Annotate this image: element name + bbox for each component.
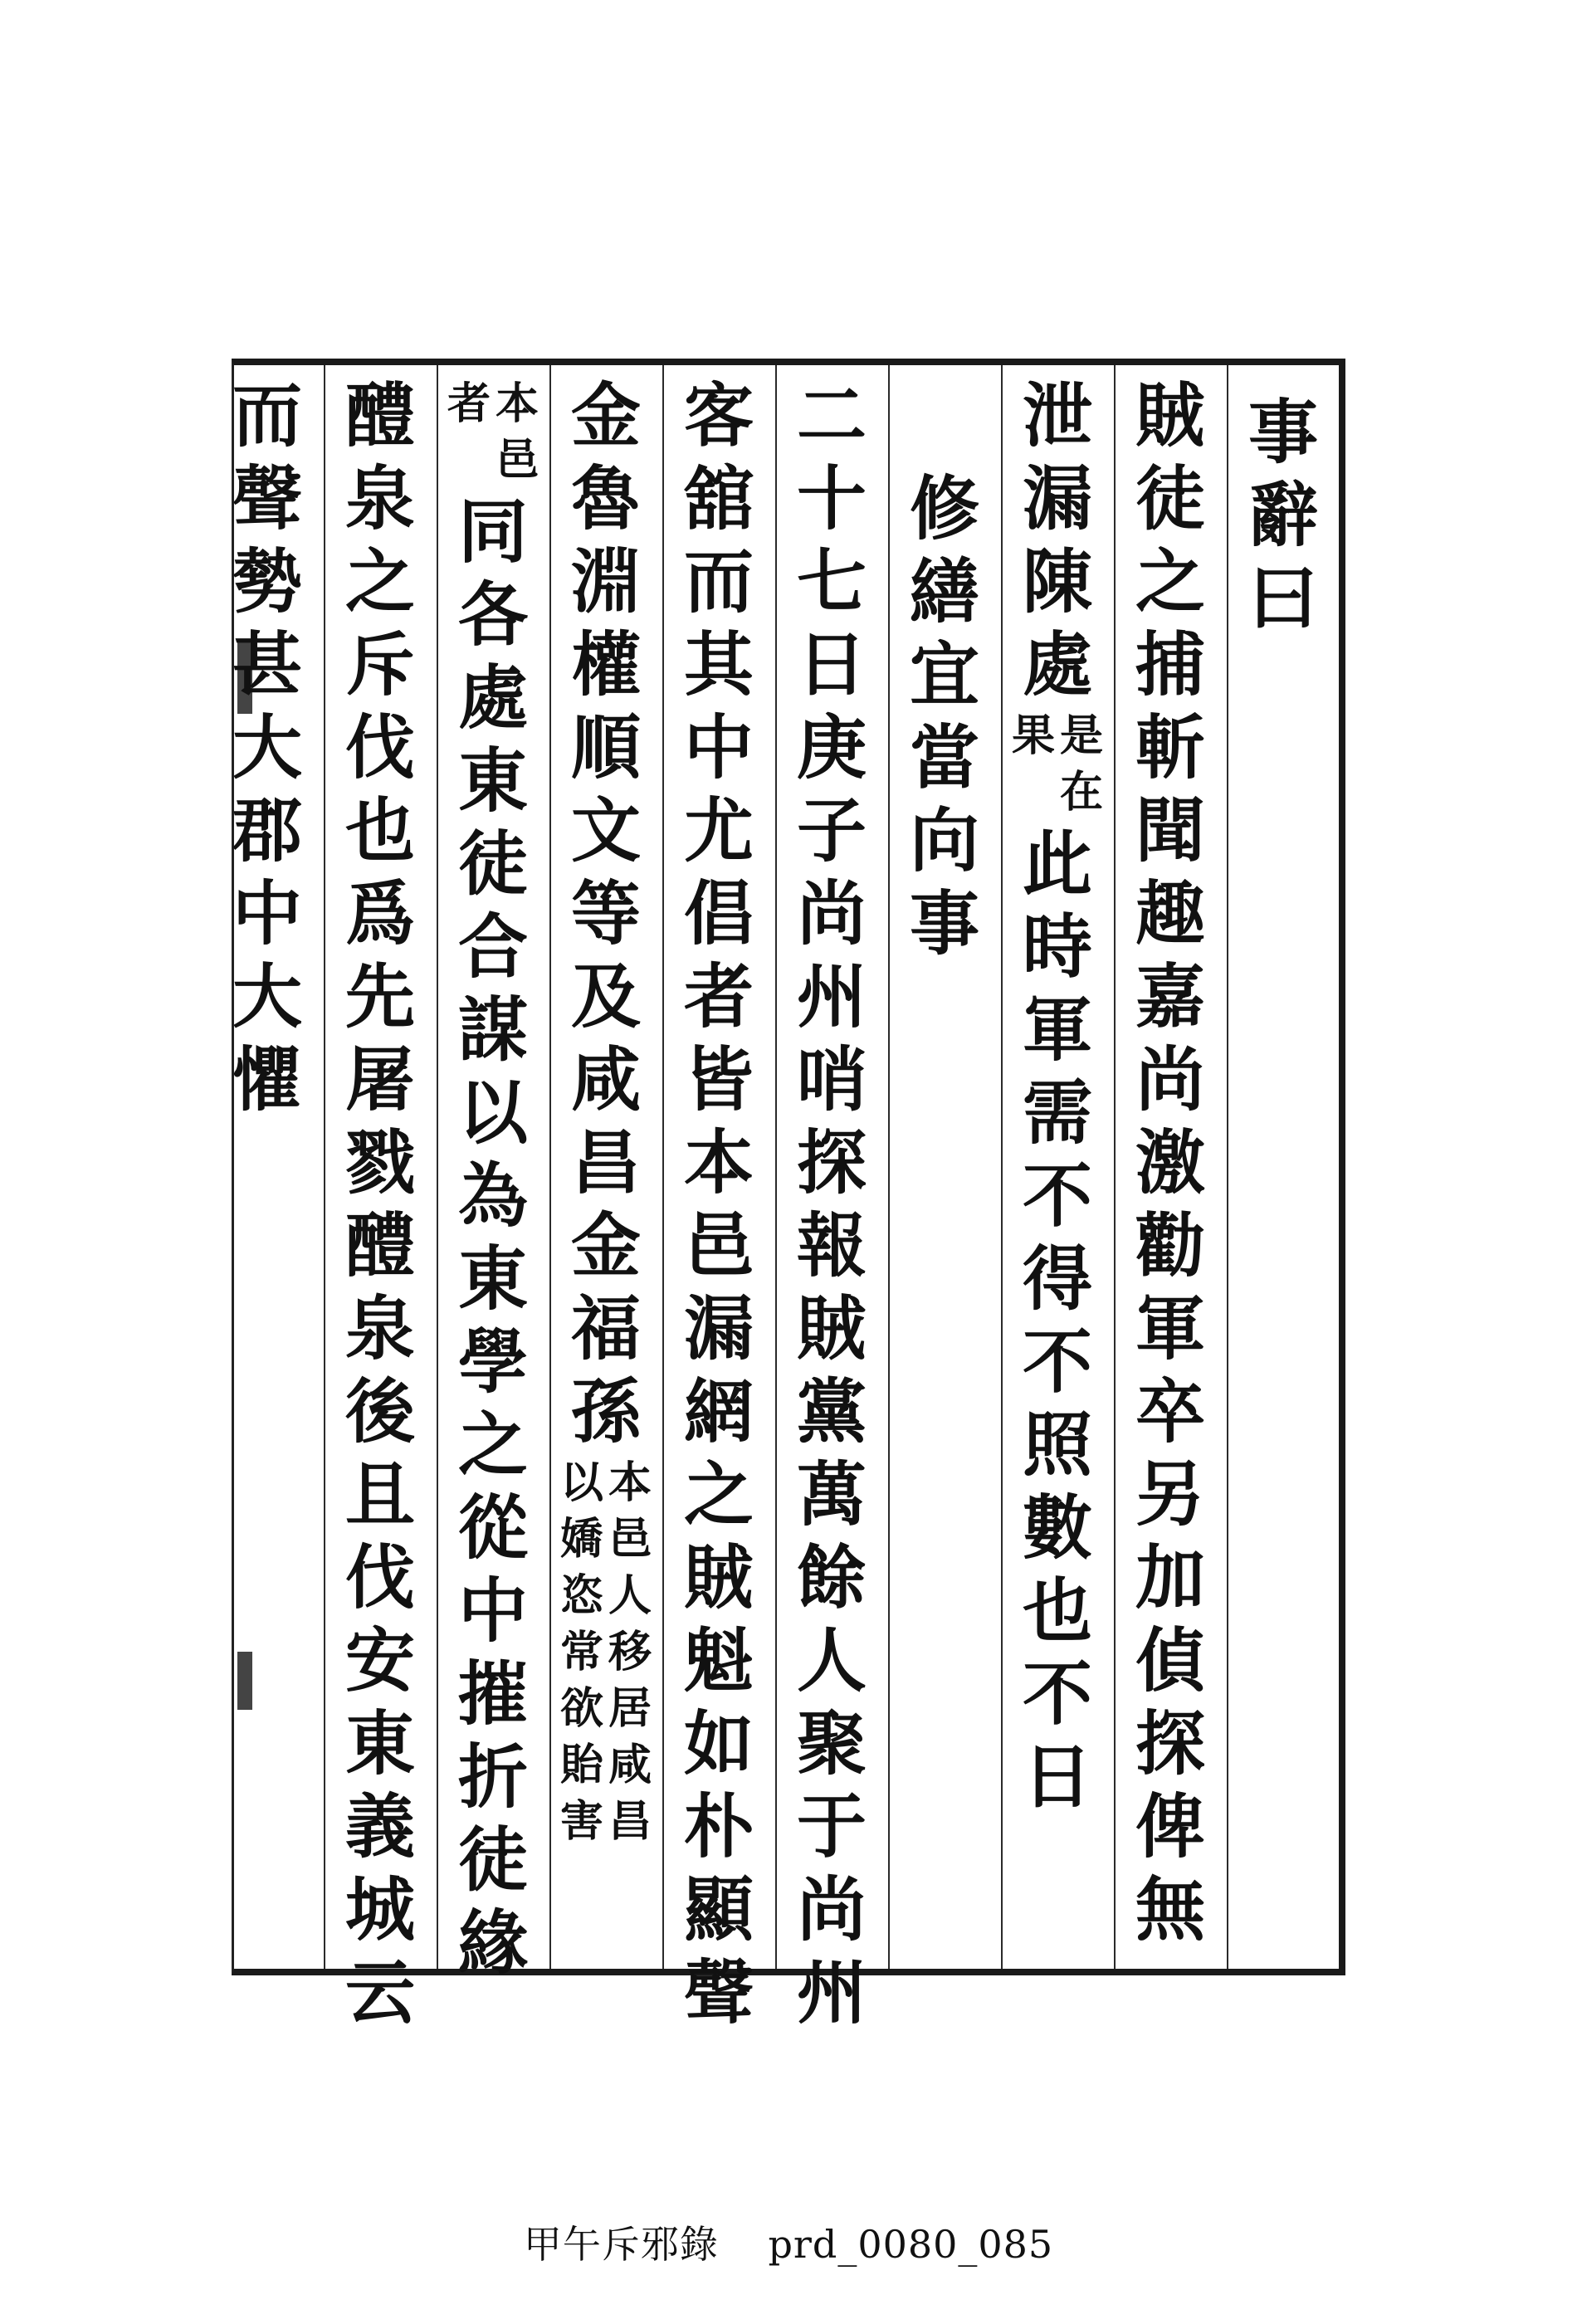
character: 徒 bbox=[457, 1819, 528, 1901]
character: 者 bbox=[683, 955, 754, 1038]
character: 當 bbox=[909, 716, 979, 798]
character: 捕 bbox=[1135, 623, 1205, 706]
text-column bbox=[556, 374, 656, 1847]
character: 戮 bbox=[344, 1121, 415, 1204]
character: 合 bbox=[457, 906, 528, 988]
note-line bbox=[560, 1459, 603, 1846]
character: 另 bbox=[1135, 1453, 1205, 1536]
character: 此 bbox=[1022, 823, 1092, 905]
character: 二 bbox=[796, 374, 867, 456]
character: 泉 bbox=[344, 1287, 415, 1370]
character: 等 bbox=[570, 872, 641, 954]
character: 朴 bbox=[683, 1785, 754, 1868]
character: 從 bbox=[457, 1487, 528, 1569]
character: 大 bbox=[232, 706, 302, 788]
character: 伐 bbox=[344, 1536, 415, 1618]
character: 摧 bbox=[457, 1653, 528, 1735]
note-character: 者 bbox=[447, 378, 491, 429]
character: 子 bbox=[796, 789, 867, 872]
character: 州 bbox=[796, 955, 867, 1038]
character: 日 bbox=[1022, 1736, 1092, 1818]
character: 斥 bbox=[344, 623, 415, 706]
character: 及 bbox=[570, 955, 641, 1038]
text-column bbox=[782, 374, 881, 2034]
character: 懼 bbox=[232, 1038, 302, 1120]
character: 其 bbox=[683, 623, 754, 706]
character: 修 bbox=[909, 467, 979, 549]
character: 中 bbox=[457, 1570, 528, 1652]
character: 同 bbox=[457, 491, 528, 573]
note-line bbox=[447, 380, 491, 485]
column-rule bbox=[324, 365, 325, 1969]
note-character: 以 bbox=[559, 1457, 603, 1508]
character: 客 bbox=[683, 374, 754, 456]
character: 數 bbox=[1022, 1487, 1092, 1569]
character: 權 bbox=[570, 623, 641, 706]
character: 福 bbox=[570, 1287, 641, 1370]
character: 日 bbox=[796, 623, 867, 706]
character: 東 bbox=[344, 1702, 415, 1784]
character: 向 bbox=[909, 799, 979, 881]
character: 勸 bbox=[1135, 1204, 1205, 1286]
text-column bbox=[895, 467, 994, 964]
column-rule bbox=[662, 365, 664, 1969]
character: 謀 bbox=[457, 989, 528, 1071]
note-character: 恣 bbox=[559, 1570, 603, 1621]
character: 咸 bbox=[570, 1038, 641, 1120]
character: 軍 bbox=[1022, 989, 1092, 1071]
note-line bbox=[1012, 712, 1055, 817]
character: 尤 bbox=[683, 789, 754, 872]
character: 聚 bbox=[796, 1702, 867, 1784]
character: 俾 bbox=[1135, 1785, 1205, 1868]
character: 賊 bbox=[683, 1536, 754, 1618]
character: 金 bbox=[570, 1204, 641, 1286]
character: 如 bbox=[683, 1702, 754, 1784]
character: 網 bbox=[683, 1370, 754, 1452]
note-character: 邑 bbox=[608, 1514, 652, 1565]
character: 爲 bbox=[344, 872, 415, 954]
note-character: 人 bbox=[608, 1570, 652, 1621]
character: 學 bbox=[457, 1321, 528, 1403]
text-column bbox=[443, 378, 543, 1984]
note-character: 居 bbox=[608, 1683, 652, 1734]
interlinear-note bbox=[1012, 712, 1103, 817]
character: 不 bbox=[1022, 1653, 1092, 1735]
character: 萬 bbox=[796, 1453, 867, 1536]
character: 顯 bbox=[683, 1868, 754, 1950]
character: 賊 bbox=[1135, 374, 1205, 456]
column-rule bbox=[1114, 365, 1116, 1969]
interlinear-note bbox=[447, 380, 539, 485]
character: 餘 bbox=[796, 1536, 867, 1618]
character: 以 bbox=[457, 1072, 528, 1154]
character: 偵 bbox=[1135, 1619, 1205, 1702]
note-character: 咸 bbox=[608, 1740, 652, 1790]
character: 聲 bbox=[232, 457, 302, 540]
character: 後 bbox=[344, 1370, 415, 1452]
note-character: 是 bbox=[1060, 710, 1104, 761]
character: 緣 bbox=[457, 1902, 528, 1984]
character: 激 bbox=[1135, 1121, 1205, 1204]
character: 皆 bbox=[683, 1038, 754, 1120]
character: 徒 bbox=[1135, 457, 1205, 540]
character: 魁 bbox=[683, 1619, 754, 1702]
character: 卒 bbox=[1135, 1370, 1205, 1452]
character: 文 bbox=[570, 789, 641, 872]
character: 義 bbox=[344, 1785, 415, 1868]
character: 云 bbox=[344, 1951, 415, 2034]
character: 探 bbox=[1135, 1702, 1205, 1784]
character: 曰 bbox=[1247, 557, 1318, 639]
edge-mark bbox=[237, 1652, 252, 1710]
character: 舘 bbox=[683, 457, 754, 540]
character: 順 bbox=[570, 706, 641, 788]
character: 人 bbox=[796, 1619, 867, 1702]
character: 折 bbox=[457, 1736, 528, 1818]
character: 不 bbox=[1022, 1321, 1092, 1403]
note-character: 果 bbox=[1011, 710, 1055, 761]
character: 聲 bbox=[683, 1951, 754, 2034]
character: 中 bbox=[232, 872, 302, 954]
column-rule bbox=[1227, 365, 1228, 1969]
character: 聞 bbox=[1135, 789, 1205, 872]
text-column bbox=[217, 374, 317, 1120]
column-rule bbox=[888, 365, 890, 1969]
character: 各 bbox=[457, 574, 528, 656]
character: 魯 bbox=[570, 457, 641, 540]
character: 尚 bbox=[1135, 1038, 1205, 1120]
column-rule bbox=[437, 365, 438, 1969]
character: 事 bbox=[909, 882, 979, 964]
note-character: 欲 bbox=[559, 1683, 603, 1734]
character: 醴 bbox=[344, 374, 415, 456]
character: 庚 bbox=[796, 706, 867, 788]
character: 孫 bbox=[570, 1370, 641, 1452]
note-character: 移 bbox=[608, 1627, 652, 1677]
note-line bbox=[496, 380, 539, 485]
character: 邑 bbox=[683, 1204, 754, 1286]
character: 而 bbox=[683, 540, 754, 622]
character: 嘉 bbox=[1135, 955, 1205, 1038]
character: 徒 bbox=[457, 823, 528, 905]
character: 泄 bbox=[1022, 374, 1092, 456]
text-column bbox=[669, 374, 769, 2034]
character: 先 bbox=[344, 955, 415, 1038]
character: 淵 bbox=[570, 540, 641, 622]
character: 醴 bbox=[344, 1204, 415, 1286]
character: 需 bbox=[1022, 1072, 1092, 1154]
character: 哨 bbox=[796, 1038, 867, 1120]
note-character: 邑 bbox=[496, 435, 540, 486]
character: 東 bbox=[457, 1238, 528, 1320]
character: 之 bbox=[1135, 540, 1205, 622]
character: 無 bbox=[1135, 1868, 1205, 1950]
character: 尚 bbox=[796, 1868, 867, 1950]
character: 加 bbox=[1135, 1536, 1205, 1618]
character: 陳 bbox=[1022, 540, 1092, 622]
character: 黨 bbox=[796, 1370, 867, 1452]
note-character: 常 bbox=[559, 1627, 603, 1677]
character: 探 bbox=[796, 1121, 867, 1204]
note-character: 昌 bbox=[608, 1796, 652, 1847]
character: 倡 bbox=[683, 872, 754, 954]
character: 為 bbox=[457, 1155, 528, 1237]
character: 照 bbox=[1022, 1404, 1092, 1486]
character: 金 bbox=[570, 374, 641, 456]
note-line bbox=[608, 1459, 652, 1846]
column-rule bbox=[1001, 365, 1003, 1969]
character: 泉 bbox=[344, 457, 415, 540]
note-character: 嬌 bbox=[559, 1514, 603, 1565]
character: 得 bbox=[1022, 1238, 1092, 1320]
character: 軍 bbox=[1135, 1287, 1205, 1370]
note-character: 貽 bbox=[559, 1740, 603, 1790]
character: 勢 bbox=[232, 540, 302, 622]
character: 也 bbox=[344, 789, 415, 872]
note-character: 本 bbox=[496, 378, 540, 429]
character: 處 bbox=[1022, 623, 1092, 706]
page-id: prd_0080_085 bbox=[768, 2222, 1054, 2267]
character: 中 bbox=[683, 706, 754, 788]
character: 大 bbox=[232, 955, 302, 1038]
character: 城 bbox=[344, 1868, 415, 1950]
character: 郡 bbox=[232, 789, 302, 872]
character: 宜 bbox=[909, 633, 979, 715]
note-character: 害 bbox=[559, 1796, 603, 1847]
character: 安 bbox=[344, 1619, 415, 1702]
character: 州 bbox=[796, 1951, 867, 2034]
text-column bbox=[1233, 391, 1333, 639]
character: 本 bbox=[683, 1121, 754, 1204]
character: 事 bbox=[1247, 391, 1318, 473]
note-character: 在 bbox=[1060, 767, 1104, 818]
character: 報 bbox=[796, 1204, 867, 1286]
note-line bbox=[1060, 712, 1103, 817]
character: 時 bbox=[1022, 906, 1092, 988]
note-character: 本 bbox=[608, 1457, 652, 1508]
character: 屠 bbox=[344, 1038, 415, 1120]
character: 之 bbox=[344, 540, 415, 622]
character: 趣 bbox=[1135, 872, 1205, 954]
character: 繕 bbox=[909, 550, 979, 632]
character: 東 bbox=[457, 740, 528, 822]
character: 不 bbox=[1022, 1155, 1092, 1237]
character: 甚 bbox=[232, 623, 302, 706]
text-column bbox=[1008, 374, 1107, 1818]
text-column bbox=[330, 374, 430, 2034]
character: 十 bbox=[796, 457, 867, 540]
character: 而 bbox=[232, 374, 302, 456]
character: 也 bbox=[1022, 1570, 1092, 1652]
character: 之 bbox=[457, 1404, 528, 1486]
character: 昌 bbox=[570, 1121, 641, 1204]
character: 伐 bbox=[344, 706, 415, 788]
character: 漏 bbox=[683, 1287, 754, 1370]
character: 處 bbox=[457, 657, 528, 739]
character: 于 bbox=[796, 1785, 867, 1868]
character: 漏 bbox=[1022, 457, 1092, 540]
character: 且 bbox=[344, 1453, 415, 1536]
character: 斬 bbox=[1135, 706, 1205, 788]
character: 尚 bbox=[796, 872, 867, 954]
character: 辭 bbox=[1247, 474, 1318, 556]
interlinear-note bbox=[560, 1459, 652, 1846]
character: 之 bbox=[683, 1453, 754, 1536]
column-rule bbox=[775, 365, 777, 1969]
text-column bbox=[1120, 374, 1220, 1950]
character: 七 bbox=[796, 540, 867, 622]
character: 賊 bbox=[796, 1287, 867, 1370]
book-title: 甲午斥邪錄 bbox=[523, 2222, 719, 2267]
page-footer bbox=[0, 2214, 1577, 2269]
column-rule bbox=[549, 365, 551, 1969]
